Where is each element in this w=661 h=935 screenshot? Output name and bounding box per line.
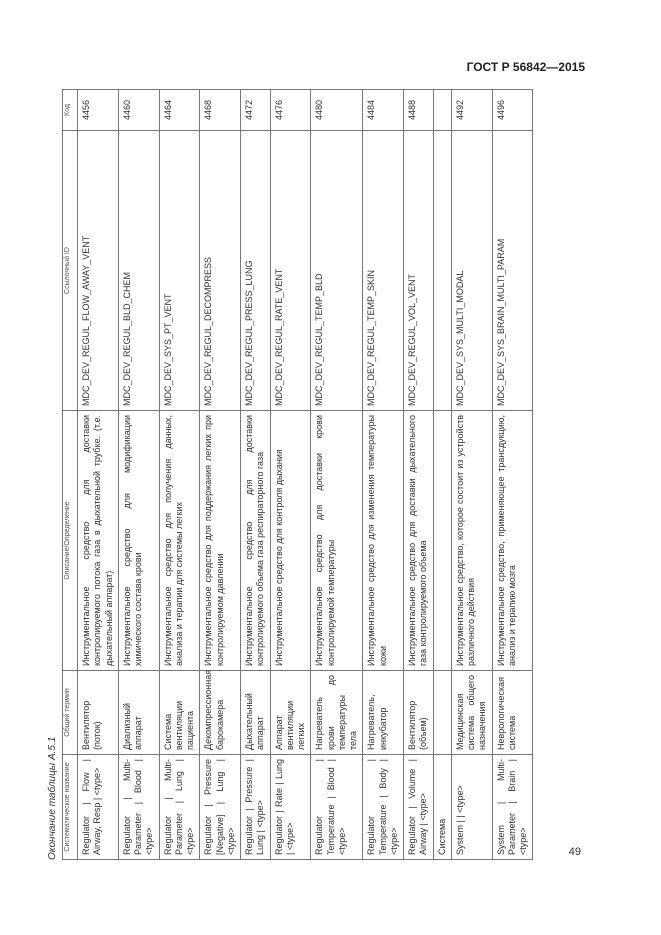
cell-description: Инструментальное средство для изменения температуры кожи bbox=[363, 411, 404, 671]
cell-common-term: Вентилятор (поток) bbox=[78, 671, 119, 755]
cell-reference-id: MDC_DEV_SYS_PT_VENT bbox=[159, 131, 200, 411]
table-row bbox=[200, 90, 241, 860]
cell-reference-id: MDC_DEV_REGUL_PRESS_LUNG bbox=[241, 131, 271, 411]
cell-code: 4492 bbox=[451, 90, 492, 131]
empty-cell bbox=[433, 411, 451, 671]
cell-code: 4468 bbox=[200, 90, 241, 131]
cell-common-term: Диализный аппарат bbox=[118, 671, 159, 755]
table-row bbox=[78, 90, 119, 860]
cell-code: 4484 bbox=[363, 90, 404, 131]
col-header-systematic-name: Систематическое название bbox=[63, 755, 78, 860]
cell-systematic-name: Regulator | Temperature | Blood | <type> bbox=[311, 755, 363, 860]
cell-description: Инструментальное средство для поддержания легких при контролируемом давлении bbox=[200, 411, 241, 671]
table-row bbox=[241, 90, 271, 860]
cell-common-term: Нагреватель, инкубатор bbox=[363, 671, 404, 755]
rotated-table-block bbox=[47, 90, 583, 860]
table-row bbox=[404, 90, 434, 860]
empty-cell bbox=[433, 131, 451, 411]
col-header-description: Описание/Определение bbox=[63, 411, 78, 671]
section-label: Система bbox=[433, 755, 451, 860]
cell-description: Инструментальное средство для доставки дыхательного газа контролируемого объема bbox=[404, 411, 434, 671]
table-row bbox=[270, 90, 311, 860]
section-row bbox=[433, 90, 451, 860]
cell-systematic-name: Regulator | Multi-Parameter | Lung | <type> bbox=[159, 755, 200, 860]
cell-common-term: Дыхательный аппарат bbox=[241, 671, 271, 755]
cell-systematic-name: Regulator | Pressure | Lung | <type> bbox=[241, 755, 271, 860]
cell-description: Инструментальное средство для доставки контролируемого объема газа респираторного газа bbox=[241, 411, 271, 671]
cell-systematic-name: Regulator | Rate | Lung | <type> bbox=[270, 755, 311, 860]
cell-common-term: Система вентиляции пациента bbox=[159, 671, 200, 755]
cell-reference-id: MDC_DEV_REGUL_VOL_VENT bbox=[404, 131, 434, 411]
cell-code: 4472 bbox=[241, 90, 271, 131]
standard-header: ГОСТ Р 56842—2015 bbox=[466, 60, 585, 74]
cell-description: Инструментальное средство для доставки крови контролируемой температуры bbox=[311, 411, 363, 671]
cell-reference-id: MDC_DEV_REGUL_RATE_VENT bbox=[270, 131, 311, 411]
empty-cell bbox=[433, 90, 451, 131]
page-number: 49 bbox=[568, 846, 581, 858]
cell-systematic-name: Regulator | Temperature | Body | <type> bbox=[363, 755, 404, 860]
cell-reference-id: MDC_DEV_REGUL_DECOMPRESS bbox=[200, 131, 241, 411]
cell-systematic-name: System | | <type> bbox=[451, 755, 492, 860]
cell-systematic-name: System | Multi-Parameter | Brain | <type> bbox=[492, 755, 533, 860]
cell-description: Инструментальное средство для модификации химического состава крови bbox=[118, 411, 159, 671]
cell-reference-id: MDC_DEV_REGUL_TEMP_BLD bbox=[311, 131, 363, 411]
cell-code: 4480 bbox=[311, 90, 363, 131]
cell-code: 4460 bbox=[118, 90, 159, 131]
cell-code: 4488 bbox=[404, 90, 434, 131]
col-header-reference-id: Ссылочный ID bbox=[63, 131, 78, 411]
cell-reference-id: MDC_DEV_REGUL_TEMP_SKIN bbox=[363, 131, 404, 411]
cell-description: Инструментальное средство для доставки контролируемого потока газа в дыхательной трубке. (т.е. дыхательный аппарат) bbox=[78, 411, 119, 671]
cell-code: 4496 bbox=[492, 90, 533, 131]
cell-reference-id: MDC_DEV_REGUL_BLD_CHEM bbox=[118, 131, 159, 411]
cell-common-term: Декомпрессионная барокамера bbox=[200, 671, 241, 755]
table-row bbox=[363, 90, 404, 860]
table-caption: Окончание таблицы А.5.1 bbox=[47, 736, 58, 860]
cell-common-term: Аппарат вентиляции легких bbox=[270, 671, 311, 755]
cell-description: Инструментальное средство для контроля дыхания bbox=[270, 411, 311, 671]
cell-description: Инструментальное средство, применяющее трансдукцию, анализ и терапию мозга bbox=[492, 411, 533, 671]
col-header-common-term: Общий термин bbox=[63, 671, 78, 755]
terms-table bbox=[62, 89, 533, 860]
table-row bbox=[451, 90, 492, 860]
table-row bbox=[492, 90, 533, 860]
cell-code: 4456 bbox=[78, 90, 119, 131]
cell-common-term: Вентилятор (объем) bbox=[404, 671, 434, 755]
cell-systematic-name: Regulator | Multi-Parameter | Blood | <type> bbox=[118, 755, 159, 860]
cell-common-term: Нагреватель крови до температуры тела bbox=[311, 671, 363, 755]
cell-code: 4464 bbox=[159, 90, 200, 131]
header-row bbox=[63, 90, 78, 860]
table-row bbox=[159, 90, 200, 860]
cell-reference-id: MDC_DEV_SYS_BRAIN_MULTI_PARAM bbox=[492, 131, 533, 411]
cell-common-term: Неврологическая система bbox=[492, 671, 533, 755]
cell-reference-id: MDC_DEV_SYS_MULTI_MODAL bbox=[451, 131, 492, 411]
empty-cell bbox=[433, 671, 451, 755]
col-header-code: Код bbox=[63, 90, 78, 131]
cell-systematic-name: Regulator | Flow | Airway, Resp | <type> bbox=[78, 755, 119, 860]
cell-code: 4476 bbox=[270, 90, 311, 131]
cell-reference-id: MDC_DEV_REGUL_FLOW_AWAY_VENT bbox=[78, 131, 119, 411]
table-row bbox=[118, 90, 159, 860]
cell-systematic-name: Regulator | Volume | Airway | <type> bbox=[404, 755, 434, 860]
cell-common-term: Медицинская система общего назначения bbox=[451, 671, 492, 755]
cell-description: Инструментальное средство для получения данных, анализа и терапии для системы легких bbox=[159, 411, 200, 671]
table-row bbox=[311, 90, 363, 860]
cell-description: Инструментальное средство, которое состоит из устройств различного действия bbox=[451, 411, 492, 671]
cell-systematic-name: Regulator | Pressure [Negative] | Lung | <type> bbox=[200, 755, 241, 860]
